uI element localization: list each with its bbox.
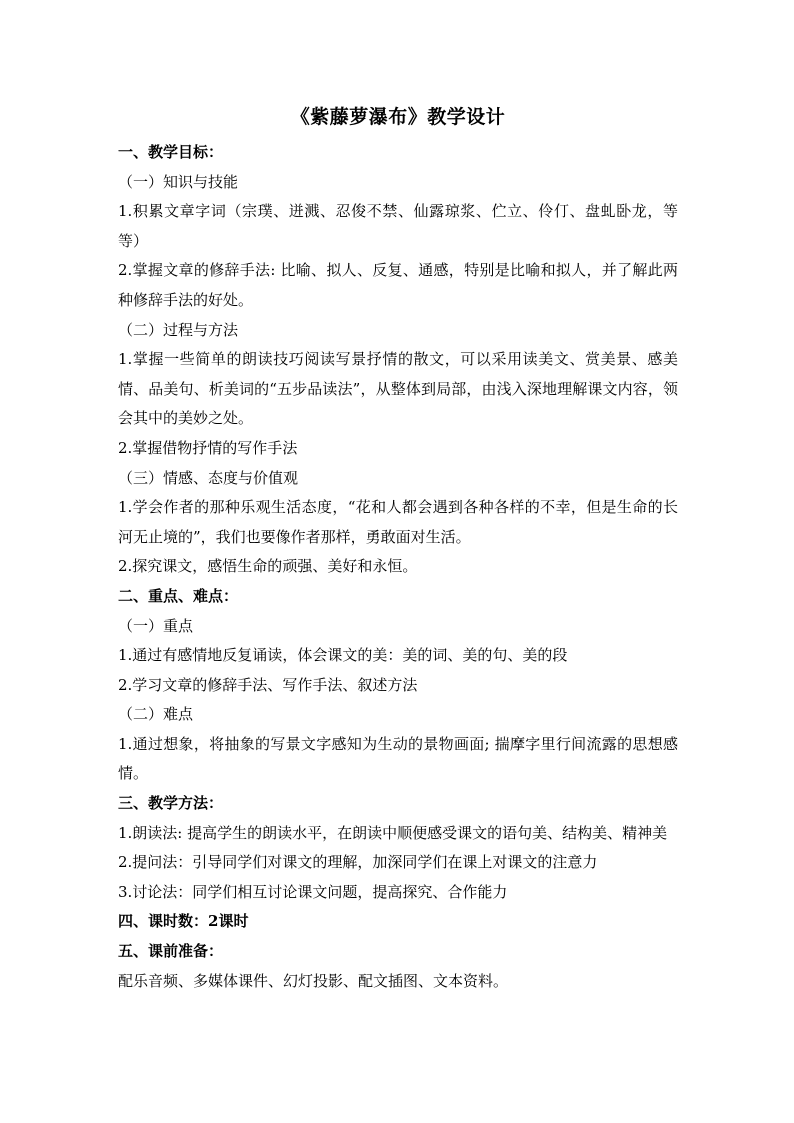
list-item: 2.学习文章的修辞手法、写作手法、叙述方法 xyxy=(118,675,418,694)
list-item: 1.学会作者的那种乐观生活态度，“花和人都会遇到各种各样的不幸，但是生命的长河无止境的”，我们也要像作者那样，勇敢面对生活。 xyxy=(118,498,678,546)
list-item: 3.讨论法：同学们相互讨论课文问题，提高探究、合作能力 xyxy=(118,882,508,901)
subheading-process-methods: （二）过程与方法 xyxy=(118,320,239,339)
list-item: 2.探究课文，感悟生命的顽强、美好和永恒。 xyxy=(118,557,418,576)
list-item: 1.通过有感情地反复诵读，体会课文的美：美的词、美的句、美的段 xyxy=(118,646,568,665)
subheading-key-point: （一）重点 xyxy=(118,616,194,635)
list-item: 2.提问法：引导同学们对课文的理解，加深同学们在课上对课文的注意力 xyxy=(118,853,598,872)
list-item: 2.掌握文章的修辞手法: 比喻、拟人、反复、通感，特别是比喻和拟人，并了解此两种修辞手法的好处。 xyxy=(118,261,678,309)
section-heading-objectives: 一、教学目标： xyxy=(118,143,224,161)
list-item: 配乐音频、多媒体课件、幻灯投影、配文插图、文本资料。 xyxy=(118,971,509,990)
list-item: 1.掌握一些简单的朗读技巧阅读写景抒情的散文，可以采用读美文、赏美景、感美情、品美句、析美词的“五步品读法”，从整体到局部，由浅入深地理解课文内容，领会其中的美妙之处。 xyxy=(118,350,678,428)
subheading-knowledge-skills: （一）知识与技能 xyxy=(118,172,239,191)
subheading-emotion-values: （三）情感、态度与价值观 xyxy=(118,468,299,487)
list-item: 1.积累文章字词（宗璞、迸溅、忍俊不禁、仙露琼浆、伫立、伶仃、盘虬卧龙，等等） xyxy=(118,202,678,250)
list-item: 2.掌握借物抒情的写作手法 xyxy=(118,438,298,457)
document-page xyxy=(118,102,678,996)
section-heading-methods: 三、教学方法： xyxy=(118,794,224,813)
document-title: 《紫藤萝瀑布》教学设计 xyxy=(290,106,506,128)
section-heading-key-points: 二、重点、难点： xyxy=(118,586,239,605)
list-item: 1.通过想象，将抽象的写景文字感知为生动的景物画面; 揣摩字里行间流露的思想感情。 xyxy=(118,734,678,783)
section-heading-preparation: 五、课前准备： xyxy=(118,942,224,961)
subheading-difficulty: （二）难点 xyxy=(118,705,194,724)
list-item: 1.朗读法: 提高学生的朗读水平，在朗读中顺便感受课文的语句美、结构美、精神美 xyxy=(118,823,668,842)
section-heading-class-hours: 四、课时数：2课时 xyxy=(118,912,249,931)
